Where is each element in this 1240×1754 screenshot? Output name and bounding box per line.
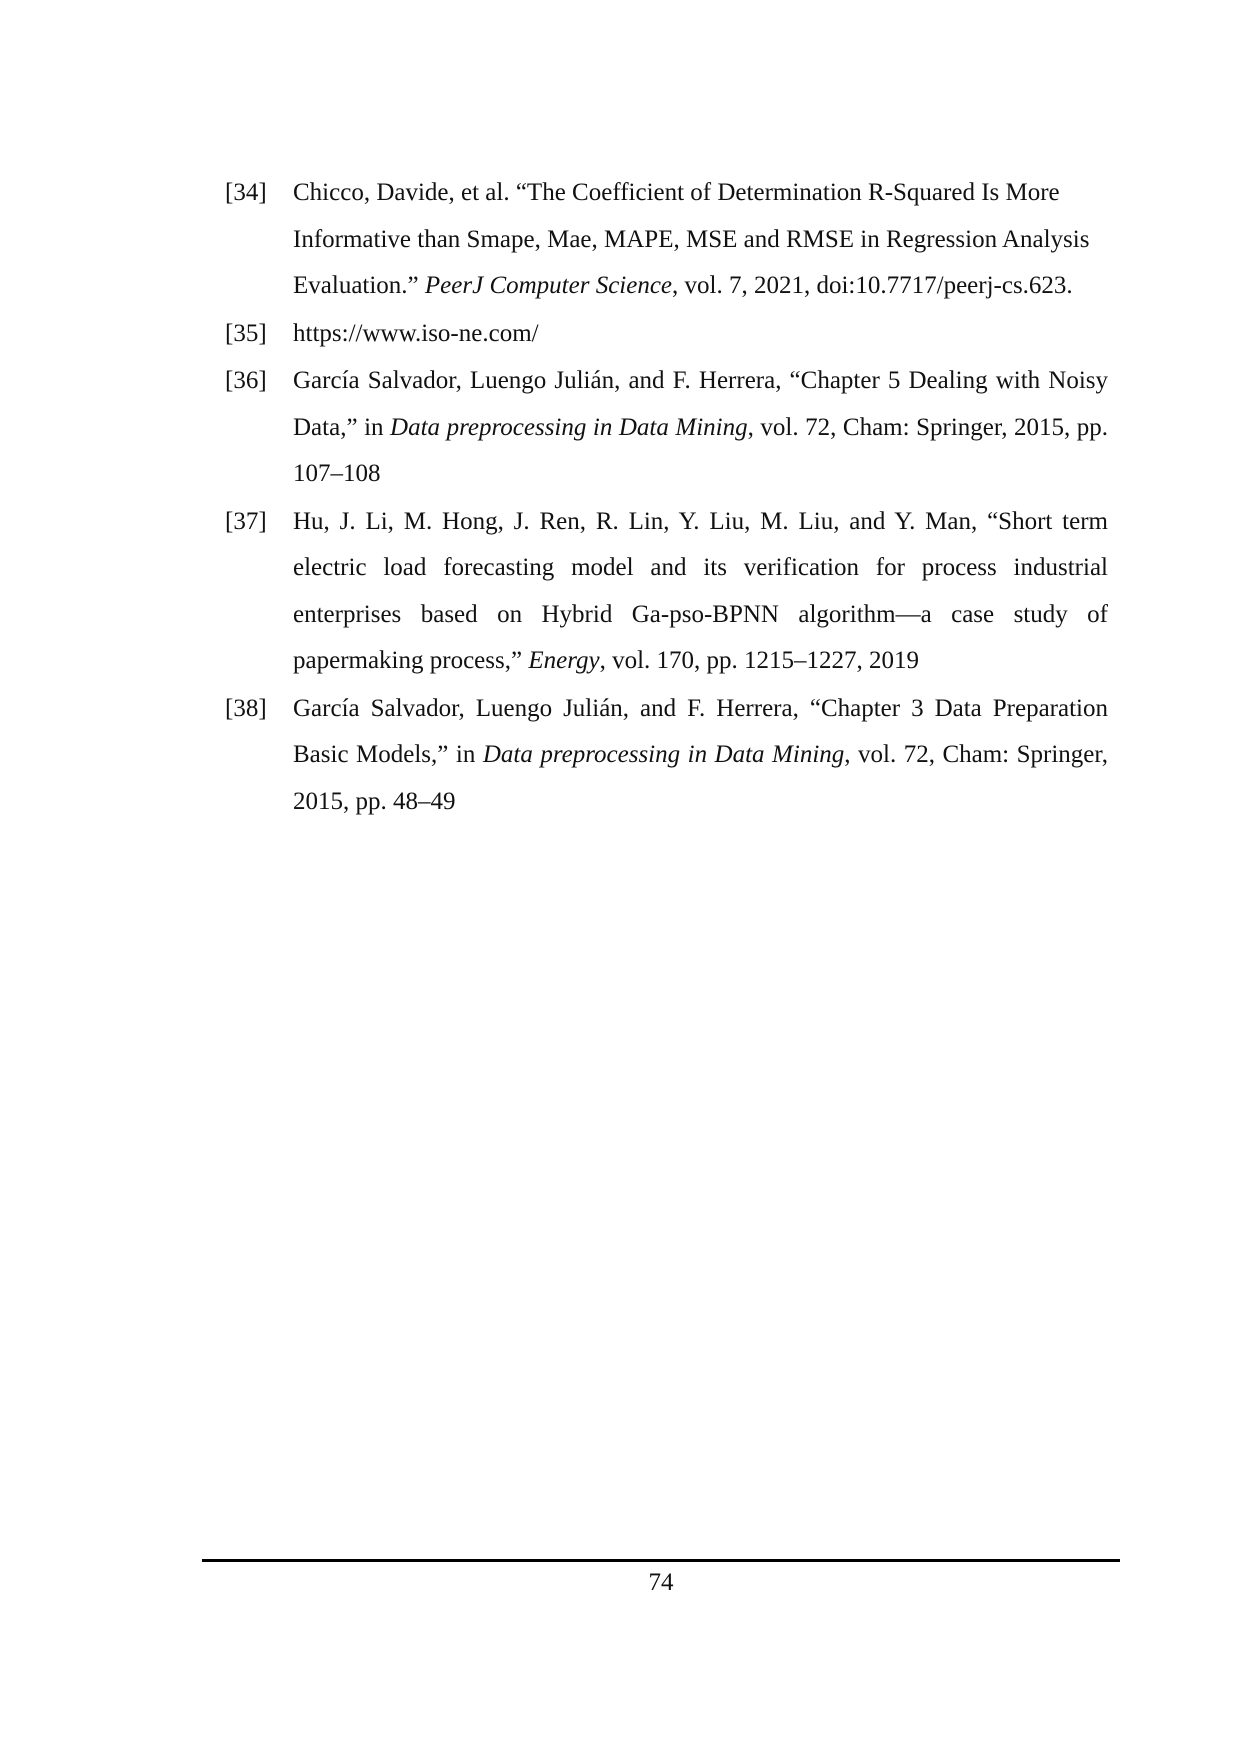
reference-34	[225, 170, 1108, 310]
reference-number: [34]	[225, 179, 267, 206]
book-title: Data preprocessing in Data Mining	[390, 413, 748, 441]
reference-number: [35]	[225, 319, 267, 347]
reference-text-end: , vol. 170, pp. 1215–1227, 2019	[599, 647, 920, 674]
reference-number: [37]	[225, 507, 267, 535]
reference-list	[225, 170, 1108, 826]
reference-text-start: Hu, J. Li, M. Hong, J. Ren, R. Lin, Y. Liu, M. Liu, and Y. Man, “Short term electric load forecasting model and its verification for process industrial enterprises based on Hybrid Ga-pso-BPNN algorithm—a case study of papermaking process,”	[293, 507, 1108, 674]
reference-text-start: García Salvador, Luengo Julián, and F. Herrera, “Chapter 5 Dealing with Noisy Data,” in	[293, 367, 1108, 441]
reference-text	[293, 686, 1108, 826]
reference-url: https://www.iso-ne.com/	[293, 319, 539, 347]
journal-title: Energy	[528, 647, 600, 674]
reference-37	[225, 499, 1108, 685]
reference-text-end: , vol. 72, Cham: Springer, 2015, pp. 107–108	[293, 413, 1108, 487]
reference-36	[225, 358, 1108, 498]
reference-text	[293, 358, 1108, 498]
footer-divider	[202, 1559, 1120, 1562]
book-title: Data preprocessing in Data Mining	[482, 741, 845, 768]
reference-35	[225, 311, 1108, 358]
reference-text-end: , vol. 7, 2021, doi:10.7717/peerj-cs.623.	[672, 272, 1073, 299]
reference-number: [38]	[225, 694, 267, 722]
reference-text	[293, 499, 1108, 685]
reference-text-end: , vol. 72, Cham: Springer, 2015, pp. 48–49	[293, 741, 1108, 815]
reference-text	[293, 170, 1108, 310]
journal-title: PeerJ Computer Science	[424, 272, 673, 299]
reference-text-start: García Salvador, Luengo Julián, and F. Herrera, “Chapter 3 Data Preparation Basic Models,” in	[293, 694, 1108, 768]
reference-number: [36]	[225, 367, 267, 394]
reference-text-start: Chicco, Davide, et al. “The Coefficient of Determination R-Squared Is More Informative than Smape, Mae, MAPE, MSE and RMSE in Regression Analysis Evaluation.”	[293, 179, 1090, 299]
reference-text	[293, 311, 1108, 358]
page-number: 74	[648, 1569, 674, 1596]
reference-38	[225, 686, 1108, 826]
